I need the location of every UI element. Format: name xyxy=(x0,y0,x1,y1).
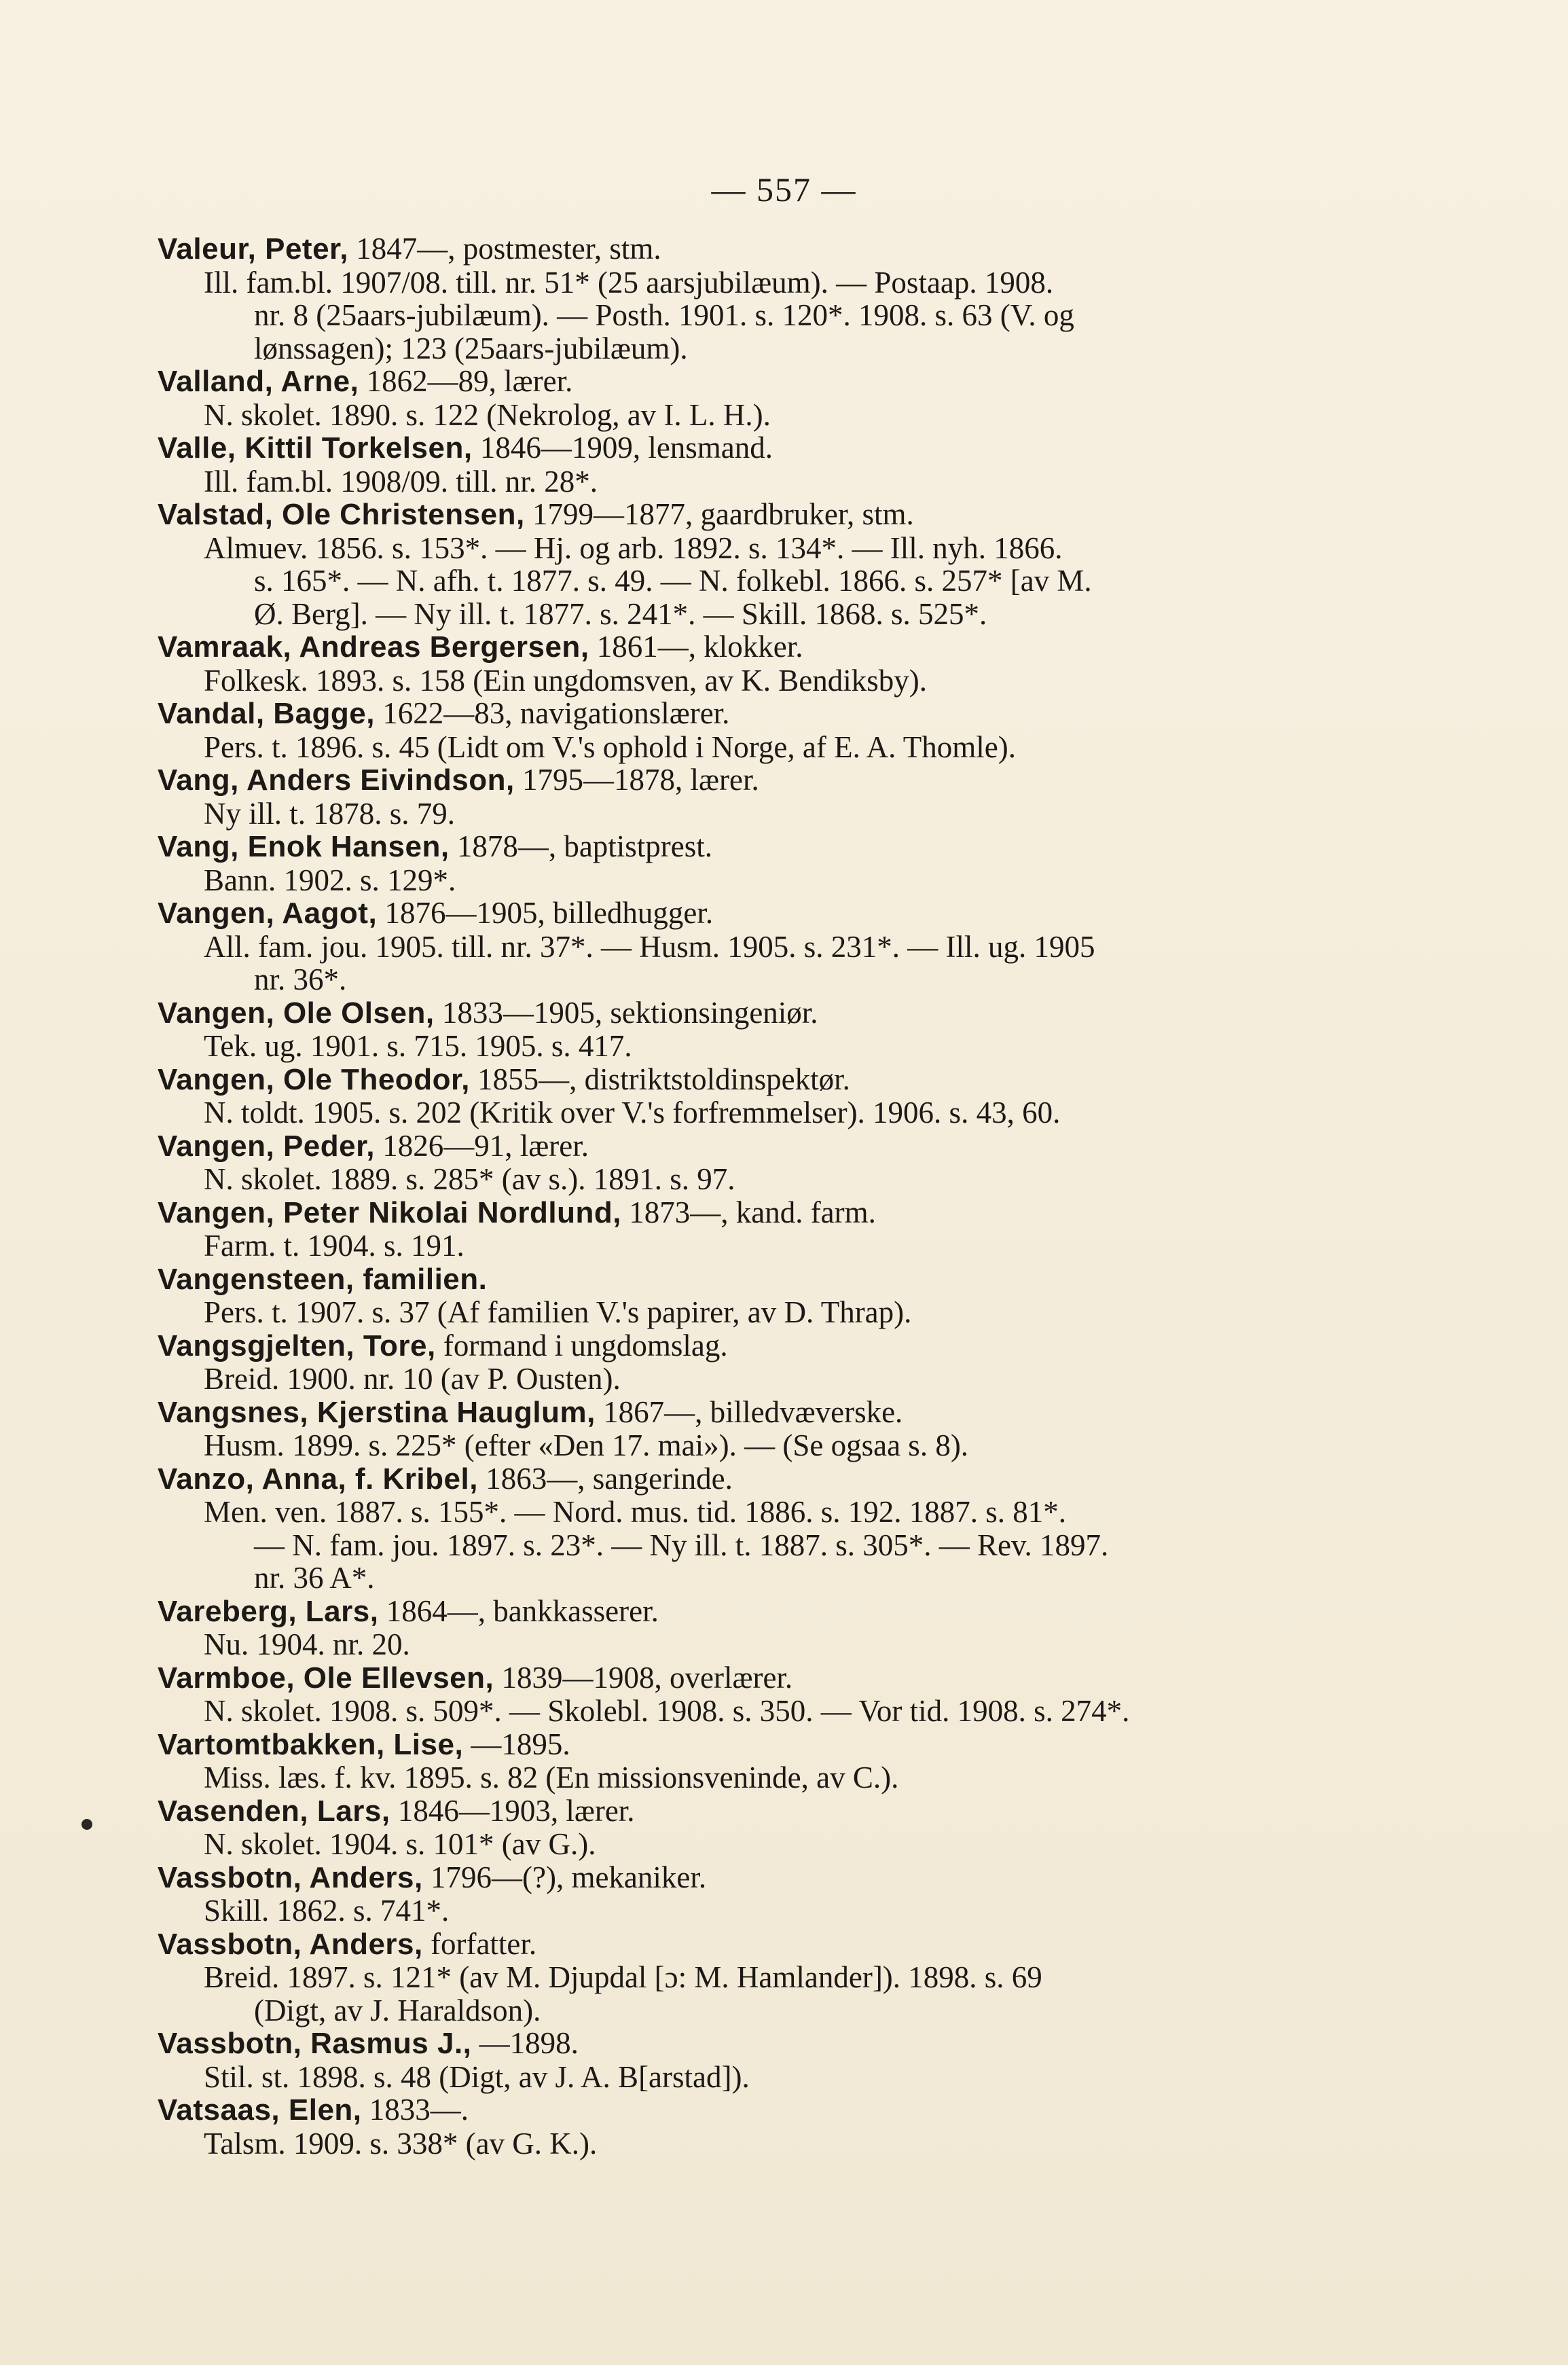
entry-reference-line: nr. 36 A*. xyxy=(254,1561,375,1595)
entry-reference-line: — N. fam. jou. 1897. s. 23*. — Ny ill. t. 1887. s. 305*. — Rev. 1897. xyxy=(254,1528,1109,1562)
index-entry xyxy=(158,2027,1326,2093)
entry-heading xyxy=(158,1728,1326,1762)
entry-heading xyxy=(158,697,1326,731)
entry-name: Vanzo, Anna, f. Kribel, xyxy=(158,1462,478,1496)
entry-reference-line: Almuev. 1856. s. 153*. — Hj. og arb. 1892. s. 134*. — Ill. nyh. 1866. xyxy=(204,530,1063,565)
entry-reference-line: Ill. fam.bl. 1907/08. till. nr. 51* (25 aarsjubilæum). — Postaap. 1908. xyxy=(204,265,1054,300)
entry-description: 1861—, klokker. xyxy=(596,630,803,664)
entry-heading xyxy=(158,1063,1326,1097)
entry-reference-line: All. fam. jou. 1905. till. nr. 37*. — Husm. 1905. s. 231*. — Ill. ug. 1905 xyxy=(204,929,1095,964)
entry-reference-line: Pers. t. 1907. s. 37 (Af familien V.'s papirer, av D. Thrap). xyxy=(204,1295,912,1329)
entry-name: Vartomtbakken, Lise, xyxy=(158,1727,464,1761)
entry-reference-line: Ill. fam.bl. 1908/09. till. nr. 28*. xyxy=(204,464,598,499)
entry-description: forfatter. xyxy=(431,1926,537,1961)
index-entry xyxy=(158,498,1326,630)
entry-description: 1878—, baptistprest. xyxy=(456,829,713,863)
index-entry xyxy=(158,830,1326,897)
entry-description: 1839—1908, overlærer. xyxy=(501,1660,793,1695)
entry-name: Vareberg, Lars, xyxy=(158,1594,379,1628)
entry-heading xyxy=(158,1661,1326,1695)
entry-reference-line: Farm. t. 1904. s. 191. xyxy=(204,1229,464,1263)
entry-heading xyxy=(158,830,1326,864)
index-entry xyxy=(158,1396,1326,1462)
index-entry xyxy=(158,1063,1326,1130)
margin-dot-mark xyxy=(81,1819,92,1830)
entry-name: Vassbotn, Anders, xyxy=(158,1860,423,1894)
entry-reference-line: Bann. 1902. s. 129*. xyxy=(204,863,456,897)
entry-description: 1826—91, lærer. xyxy=(382,1128,589,1163)
entry-description: 1863—, sangerinde. xyxy=(486,1461,733,1496)
entry-heading xyxy=(158,365,1326,399)
entry-heading xyxy=(158,2093,1326,2127)
index-entry xyxy=(158,365,1326,431)
entry-description: 1795—1878, lærer. xyxy=(522,763,759,797)
entry-name: Valstad, Ole Christensen, xyxy=(158,498,525,531)
entry-heading xyxy=(158,498,1326,532)
entry-heading xyxy=(158,2027,1326,2061)
index-entry xyxy=(158,630,1326,697)
entry-heading xyxy=(158,996,1326,1030)
entry-description: 1876—1905, billedhugger. xyxy=(384,896,714,930)
entry-description: formand i ungdomslag. xyxy=(443,1328,728,1362)
entry-reference-line: N. toldt. 1905. s. 202 (Kritik over V.'s forfremmelser). 1906. s. 43, 60. xyxy=(204,1096,1061,1130)
entry-name: Varmboe, Ole Ellevsen, xyxy=(158,1661,494,1695)
entry-name: Vangsnes, Kjerstina Hauglum, xyxy=(158,1395,596,1429)
index-entry xyxy=(158,431,1326,498)
entry-reference-line: Talsm. 1909. s. 338* (av G. K.). xyxy=(204,2126,598,2161)
entry-description: 1799—1877, gaardbruker, stm. xyxy=(532,497,914,531)
entry-name: Vangen, Ole Theodor, xyxy=(158,1062,470,1096)
entry-reference-line: N. skolet. 1889. s. 285* (av s.). 1891. s. 97. xyxy=(204,1162,735,1196)
entry-reference-line: s. 165*. — N. afh. t. 1877. s. 49. — N. folkebl. 1866. s. 257* [av M. xyxy=(254,564,1092,598)
entry-heading xyxy=(158,1928,1326,1962)
entry-reference-line: lønssagen); 123 (25aars-jubilæum). xyxy=(254,331,688,365)
entry-name: Vangen, Peter Nikolai Nordlund, xyxy=(158,1195,621,1229)
entry-heading xyxy=(158,1329,1326,1363)
entry-reference-line: Men. ven. 1887. s. 155*. — Nord. mus. tid. 1886. s. 192. 1887. s. 81*. xyxy=(204,1495,1066,1529)
entry-heading xyxy=(158,897,1326,931)
index-entry xyxy=(158,1595,1326,1661)
entry-reference-line: (Digt, av J. Haraldson). xyxy=(254,1993,541,2027)
entry-name: Valle, Kittil Torkelsen, xyxy=(158,431,473,465)
entry-reference-line: Stil. st. 1898. s. 48 (Digt, av J. A. B[arstad]). xyxy=(204,2059,750,2094)
entry-name: Vangen, Aagot, xyxy=(158,897,378,930)
entry-heading xyxy=(158,1130,1326,1163)
entry-reference-line: Breid. 1897. s. 121* (av M. Djupdal [ɔ: M. Hamlander]). 1898. s. 69 xyxy=(204,1960,1042,1994)
entry-description: 1862—89, lærer. xyxy=(366,364,573,398)
entry-description: 1833—1905, sektionsingeniør. xyxy=(441,995,818,1030)
index-entry xyxy=(158,1661,1326,1728)
entry-name: Vassbotn, Rasmus J., xyxy=(158,2027,472,2060)
entry-reference-line: Ny ill. t. 1878. s. 79. xyxy=(204,796,456,831)
entry-name: Vangsgjelten, Tore, xyxy=(158,1329,436,1362)
index-entry xyxy=(158,1329,1326,1396)
index-entry xyxy=(158,1196,1326,1263)
entry-reference-line: Breid. 1900. nr. 10 (av P. Ousten). xyxy=(204,1362,621,1396)
index-entry xyxy=(158,1928,1326,2027)
index-entry xyxy=(158,763,1326,830)
entry-description: 1796—(?), mekaniker. xyxy=(431,1860,707,1894)
entry-heading xyxy=(158,1462,1326,1496)
entry-reference-line: Ø. Berg]. — Ny ill. t. 1877. s. 241*. — Skill. 1868. s. 525*. xyxy=(254,596,987,631)
entry-name: Vassbotn, Anders, xyxy=(158,1927,423,1961)
entry-heading xyxy=(158,1861,1326,1895)
index-entry xyxy=(158,1263,1326,1329)
entry-reference-line: N. skolet. 1908. s. 509*. — Skolebl. 1908. s. 350. — Vor tid. 1908. s. 274*. xyxy=(204,1694,1130,1728)
entry-description: —1895. xyxy=(471,1727,570,1761)
index-entry xyxy=(158,897,1326,996)
entry-name: Vamraak, Andreas Bergersen, xyxy=(158,630,589,664)
entry-description: 1847—, postmester, stm. xyxy=(356,232,661,266)
index-entry xyxy=(158,232,1326,365)
entry-reference-line: Nu. 1904. nr. 20. xyxy=(204,1627,410,1661)
entry-heading xyxy=(158,1595,1326,1629)
index-entry xyxy=(158,1462,1326,1595)
entry-heading xyxy=(158,1396,1326,1430)
index-entry xyxy=(158,2093,1326,2160)
entry-list xyxy=(158,232,1326,2160)
entry-description: —1898. xyxy=(479,2026,579,2060)
entry-heading xyxy=(158,1794,1326,1828)
entry-description: 1833—. xyxy=(369,2093,469,2127)
entry-reference-line: nr. 8 (25aars-jubilæum). — Posth. 1901. s. 120*. 1908. s. 63 (V. og xyxy=(254,298,1074,332)
entry-name: Valeur, Peter, xyxy=(158,232,348,266)
entry-heading xyxy=(158,630,1326,664)
index-entry xyxy=(158,1861,1326,1928)
entry-heading xyxy=(158,431,1326,465)
entry-reference-line: N. skolet. 1904. s. 101* (av G.). xyxy=(204,1827,596,1861)
entry-heading xyxy=(158,1263,1326,1297)
entry-name: Vangensteen, familien. xyxy=(158,1262,488,1296)
entry-description: 1622—83, navigationslærer. xyxy=(382,696,730,730)
entry-name: Vasenden, Lars, xyxy=(158,1794,390,1828)
entry-heading xyxy=(158,232,1326,266)
page-number: — 557 — xyxy=(711,170,857,209)
entry-description: 1867—, billedvæverske. xyxy=(603,1394,903,1429)
index-entry xyxy=(158,1728,1326,1794)
entry-name: Vangen, Peder, xyxy=(158,1129,376,1163)
entry-reference-line: Folkesk. 1893. s. 158 (Ein ungdomsven, av K. Bendiksby). xyxy=(204,663,927,698)
entry-reference-line: Miss. læs. f. kv. 1895. s. 82 (En missionsveninde, av C.). xyxy=(204,1761,899,1794)
index-entry xyxy=(158,697,1326,763)
entry-description: 1873—, kand. farm. xyxy=(629,1195,876,1229)
entry-name: Valland, Arne, xyxy=(158,365,359,398)
index-entry xyxy=(158,1130,1326,1196)
entry-heading xyxy=(158,763,1326,797)
entry-name: Vatsaas, Elen, xyxy=(158,2093,362,2127)
entry-reference-line: Skill. 1862. s. 741*. xyxy=(204,1894,450,1928)
entry-description: 1846—1909, lensmand. xyxy=(479,431,773,465)
entry-reference-line: Husm. 1899. s. 225* (efter «Den 17. mai»). — (Se ogsaa s. 8). xyxy=(204,1428,969,1462)
entry-reference-line: N. skolet. 1890. s. 122 (Nekrolog, av I. L. H.). xyxy=(204,397,771,432)
entry-heading xyxy=(158,1196,1326,1230)
entry-reference-line: nr. 36*. xyxy=(254,962,347,996)
entry-description: 1864—, bankkasserer. xyxy=(386,1593,659,1628)
entry-name: Vang, Enok Hansen, xyxy=(158,830,450,863)
index-entry xyxy=(158,1794,1326,1861)
entry-name: Vandal, Bagge, xyxy=(158,697,375,730)
index-entry xyxy=(158,996,1326,1063)
entry-reference-line: Pers. t. 1896. s. 45 (Lidt om V.'s ophold i Norge, af E. A. Thomle). xyxy=(204,729,1016,764)
entry-description: 1846—1903, lærer. xyxy=(397,1793,635,1828)
entry-name: Vangen, Ole Olsen, xyxy=(158,996,435,1030)
entry-reference-line: Tek. ug. 1901. s. 715. 1905. s. 417. xyxy=(204,1029,632,1063)
entry-name: Vang, Anders Eivindson, xyxy=(158,763,515,797)
entry-description: 1855—, distriktstoldinspektør. xyxy=(477,1062,850,1096)
